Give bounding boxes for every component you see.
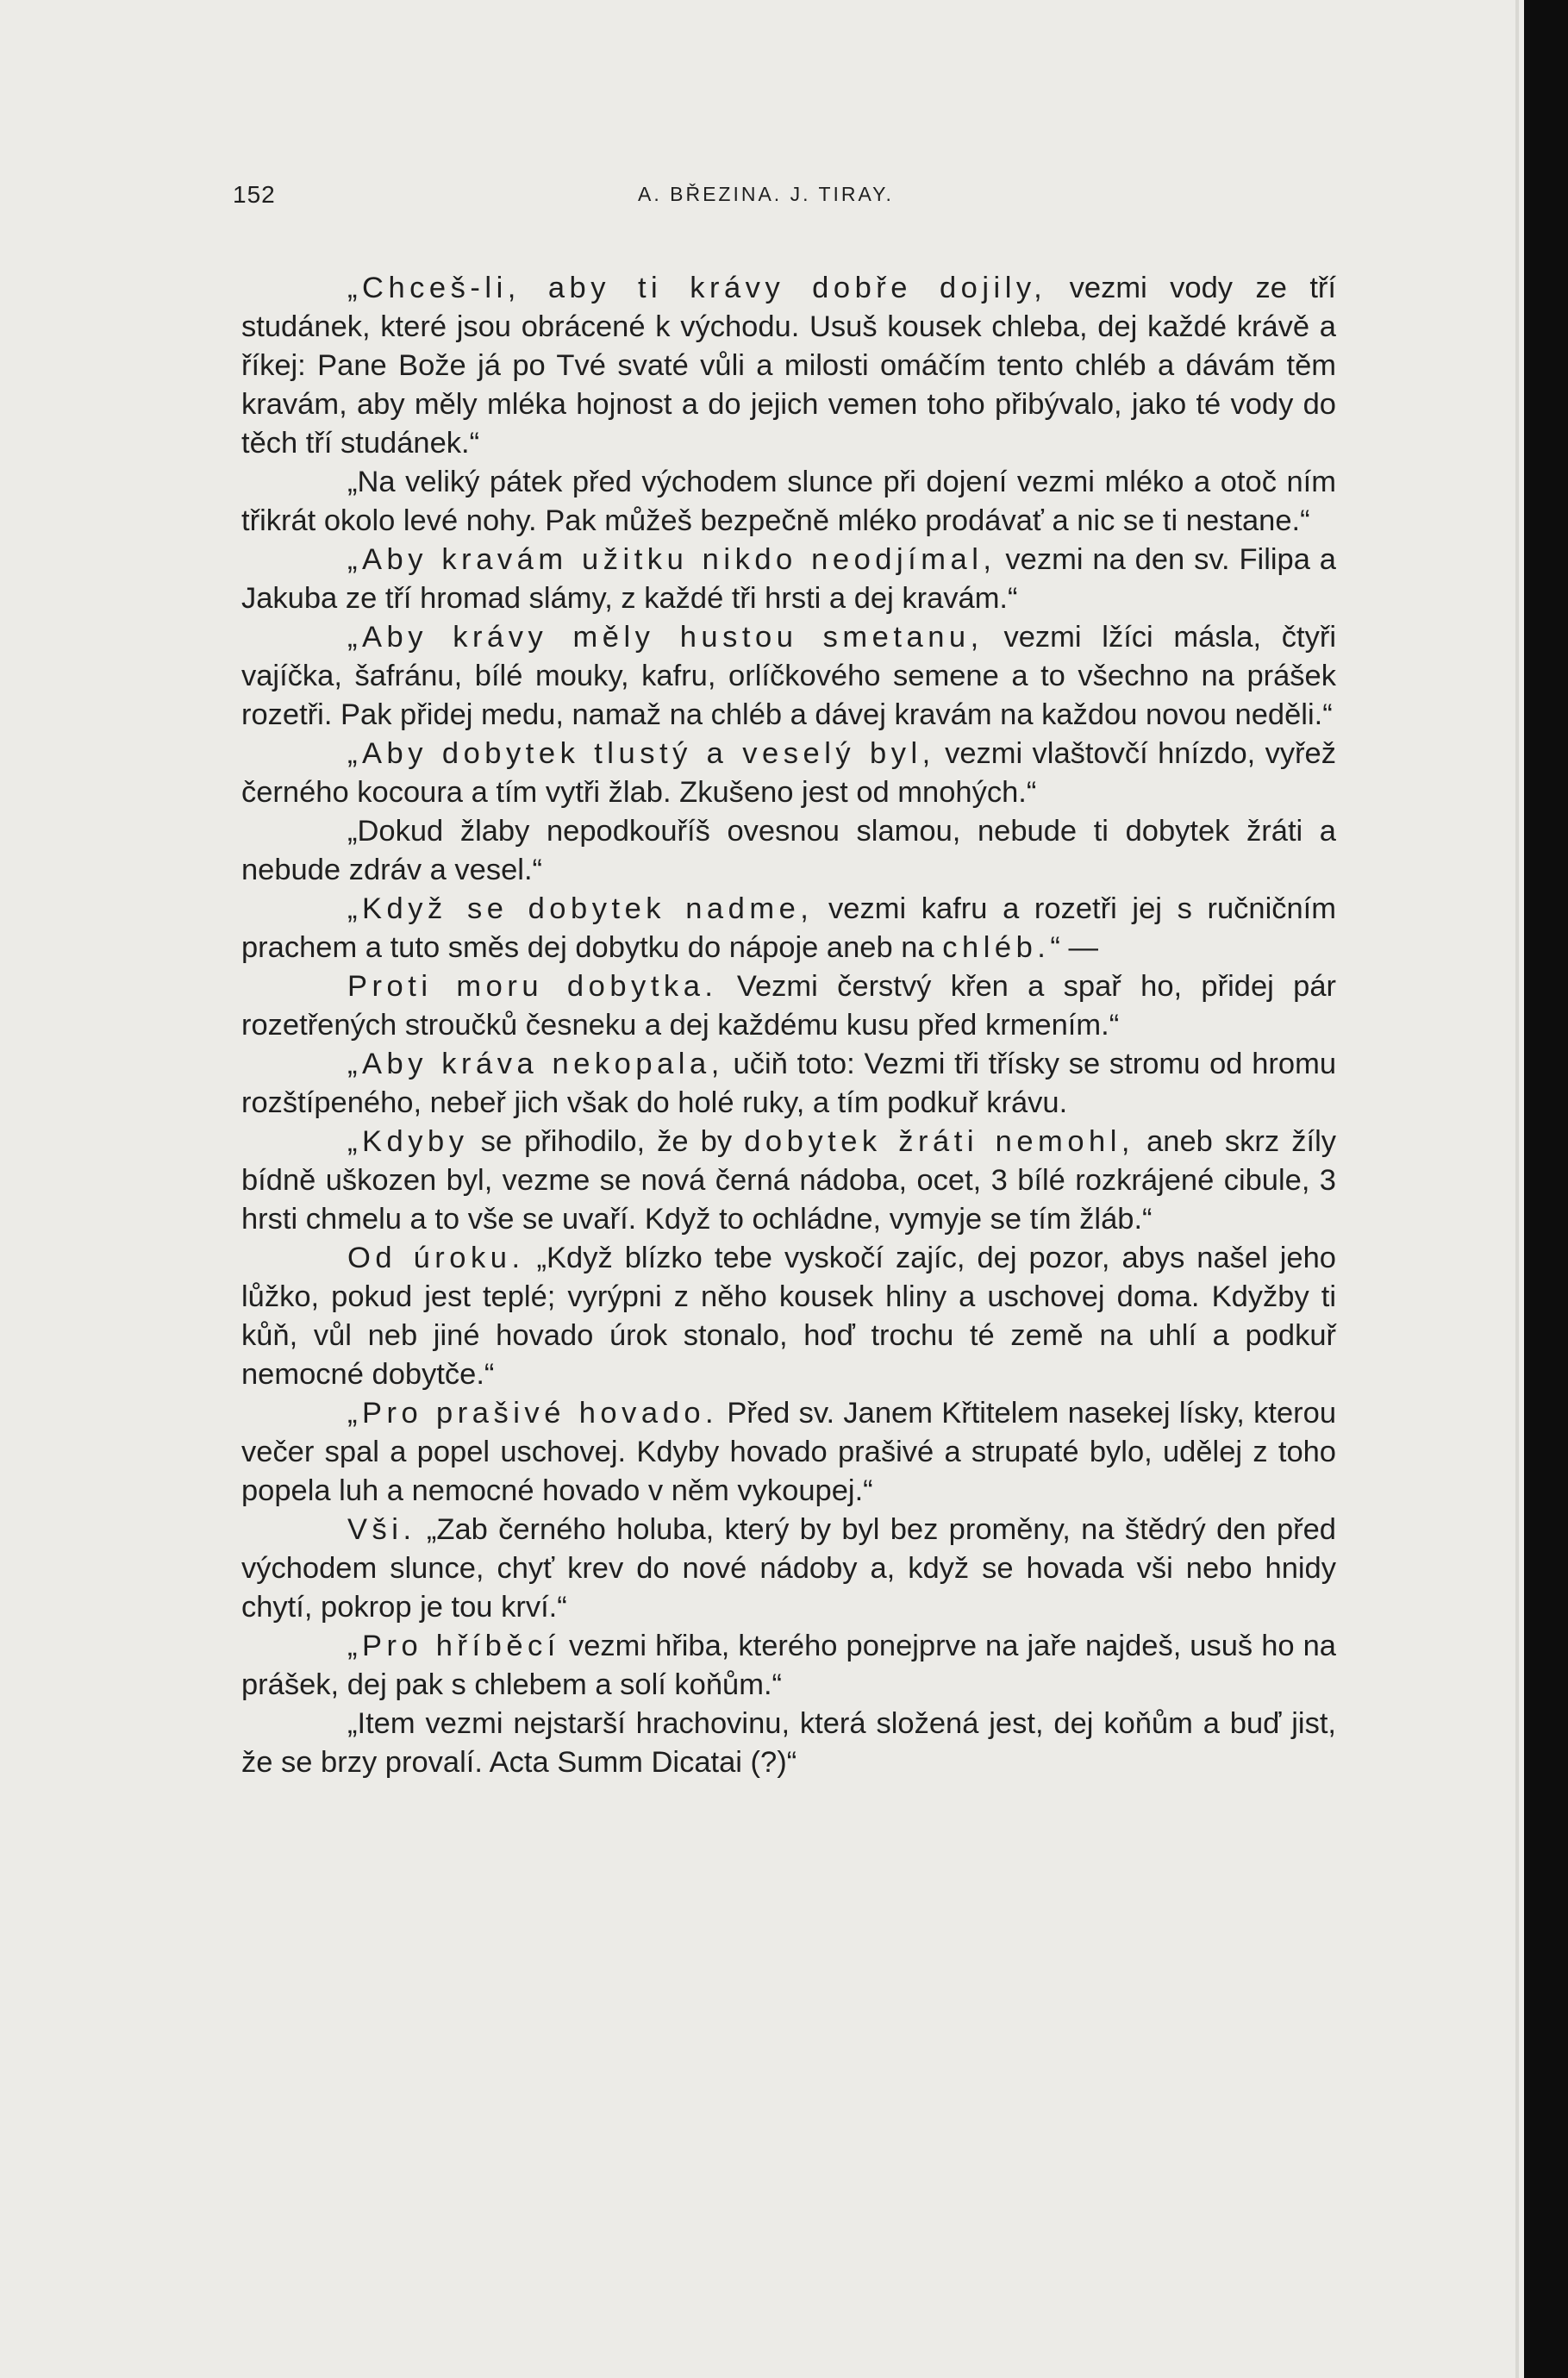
paragraph-text: Před sv. Janem Křtitelem nasekej lísky, kterou večer spal a popel uschovej. Kdyby hovado prašivé a strupaté bylo, udělej z toho popela luh a nemocné hovado v něm vykoupej.“ (241, 1397, 1337, 1507)
paragraph (241, 735, 1336, 812)
running-head: A. BŘEZINA. J. TIRAY. (638, 183, 894, 205)
paragraph (241, 463, 1336, 541)
paragraph-text: učiň toto: Vezmi tři třísky se stromu od hromu rozštípeného, nebeř jich však do holé ruky, a tím podkuř krávu. (241, 1048, 1337, 1119)
paragraph-text: Vezmi čerstvý křen a spař ho, přidej pár rozetřených stroučků česneku a dej každému kusu před krmením.“ (241, 970, 1336, 1042)
page-edge (1515, 0, 1519, 2378)
paragraph-text: aneb skrz žíly bídně uškozen byl, vezme se nová černá nádoba, ocet, 3 bílé rozkrájené cibule, 3 hrsti chmelu a to vše se uvaří. Když to ochládne, vymyje se tím žláb.“ (241, 1125, 1336, 1236)
spaced-lead: „Když se dobytek nadme, (347, 892, 814, 925)
spaced-lead: „Pro prašivé hovado. (347, 1397, 719, 1430)
body-text (241, 269, 1336, 1782)
spaced-lead: „Aby kráva nekopala, (347, 1048, 724, 1080)
paragraph-text: vezmi vlaštovčí hnízdo, vyřež černého kocoura a tím vytři žlab. Zkušeno jest od mnohých.“ (241, 737, 1336, 809)
paragraph-text: vezmi na den sv. Filipa a Jakuba ze tří hromad slámy, z každé tři hrsti a dej kravám.“ (241, 543, 1336, 615)
spaced-lead: „Aby kravám užitku nikdo neodjímal, (347, 543, 996, 576)
paragraph-text: „Když blízko tebe vyskočí zajíc, dej pozor, abys našel jeho lůžko, pokud jest teplé; vyrýpni z něho kousek hliny a uschovej doma. Kdyžby ti kůň, vůl neb jiné hovado úrok stonalo, hoď trochu té země na uhlí a podkuř nemocné dobytče.“ (241, 1242, 1336, 1391)
paragraph-text: „Na veliký pátek před východem slunce při dojení vezmi mléko a otoč ním třikrát okolo levé nohy. Pak můžeš bezpečně mléko prodávať a nic se ti nestane.“ (241, 466, 1336, 537)
paragraph-end: “ — (1050, 931, 1098, 964)
paragraph (241, 812, 1336, 890)
spaced-lead: Od úroku. (347, 1242, 525, 1274)
paragraph (241, 1239, 1336, 1394)
paragraph (241, 890, 1336, 967)
paragraph (241, 618, 1336, 735)
spaced-word: chléb. (942, 931, 1051, 964)
page-header (233, 181, 1336, 219)
spaced-lead: „Chceš-li, aby ti krávy dobře dojily, (347, 272, 1047, 304)
paragraph-text: „Dokud žlaby nepodkouříš ovesnou slamou, nebude ti dobytek žráti a nebude zdráv a vesel.“ (241, 815, 1336, 886)
paragraph (241, 1045, 1336, 1123)
spaced-lead: Proti moru dobytka. (347, 970, 718, 1003)
paragraph (241, 1627, 1336, 1705)
paragraph-text: „Item vezmi nejstarší hrachovinu, která složená jest, dej koňům a buď jist, že se brzy provalí. Acta Summ Dicatai (?)“ (241, 1707, 1336, 1779)
paragraph (241, 1123, 1336, 1239)
paragraph-text: vezmi hřiba, kterého ponejprve na jaře najdeš, usuš ho na prášek, dej pak s chlebem a solí koňům.“ (241, 1630, 1336, 1701)
paragraph (241, 541, 1336, 618)
paragraph-text: vezmi vody ze tří studánek, které jsou obrácené k východu. Usuš kousek chleba, dej každé krávě a říkej: Pane Bože já po Tvé svaté vůli a milosti omáčím tento chléb a dávám těm kravám, aby měly mléka hojnost a do jejich vemen toho přibývalo, jako té vody do těch tří studánek.“ (241, 272, 1336, 460)
spaced-lead: dobytek žráti nemohl, (744, 1125, 1135, 1158)
paragraph (241, 1511, 1336, 1627)
paragraph-text: vezmi lžíci másla, čtyři vajíčka, šafránu, bílé mouky, kafru, orlíčkového semene a to všechno na prášek rozetři. Pak přidej medu, namaž na chléb a dávej kravám na každou novou neděli.“ (241, 621, 1336, 731)
scan-border (1524, 0, 1568, 2378)
paragraph-text: vezmi kafru a rozetři jej s ručničním prachem a tuto směs dej dobytku do nápoje aneb na (241, 892, 1336, 964)
paragraph-text: se přihodilo, že by (468, 1125, 745, 1158)
spaced-lead: „Kdyby (347, 1125, 469, 1158)
spaced-lead: „Aby krávy měly hustou smetanu, (347, 621, 984, 654)
paragraph (241, 1394, 1336, 1511)
paragraph (241, 1705, 1336, 1782)
paragraph (241, 967, 1336, 1045)
spaced-lead: Vši. (347, 1513, 416, 1546)
page-number: 152 (233, 181, 276, 208)
paragraph-text: „Zab černého holuba, který by byl bez proměny, na štědrý den před východem slunce, chyť krev do nové nádoby a, když se hovada vši nebo hnidy chytí, pokrop je tou krví.“ (241, 1513, 1336, 1624)
spaced-lead: „Aby dobytek tlustý a veselý byl, (347, 737, 935, 770)
paragraph (241, 269, 1336, 463)
spaced-lead: „Pro hříběcí (347, 1630, 560, 1662)
